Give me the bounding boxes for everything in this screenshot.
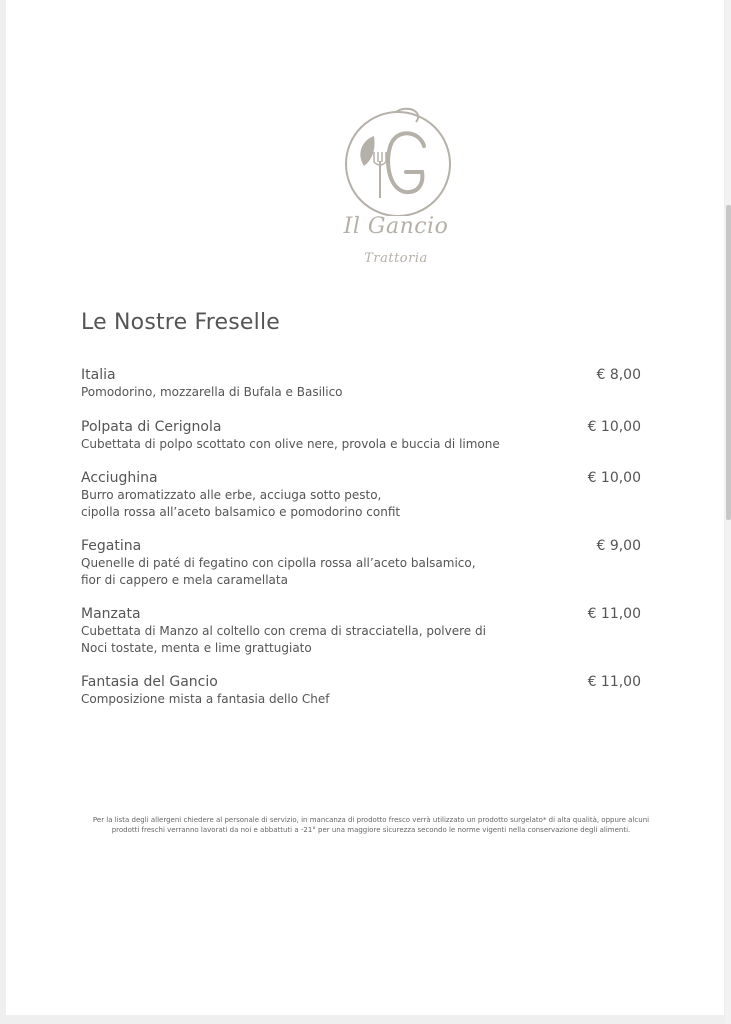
item-price: € 10,00 — [587, 418, 641, 435]
menu-list — [81, 366, 641, 725]
item-description: Cubettata di Manzo al coltello con crema di stracciatella, polvere di Noci tostate, menta e lime grattugiato — [81, 624, 486, 655]
item-price: € 11,00 — [587, 674, 641, 690]
item-name: Manzata — [81, 606, 141, 622]
menu-item — [81, 673, 641, 708]
item-price: € 8,00 — [596, 367, 641, 383]
item-description: Cubettata di polpo scottato con olive nere, provola e buccia di limone — [81, 436, 500, 451]
item-price: € 9,00 — [596, 538, 641, 554]
item-price: € 10,00 — [587, 470, 641, 486]
menu-item — [81, 469, 641, 520]
restaurant-logo — [336, 106, 466, 276]
item-description: Quenelle di paté di fegatino con cipolla rossa all’aceto balsamico, fior di cappero e mela caramellata — [81, 556, 476, 587]
item-name: Acciughina — [81, 470, 158, 486]
item-name: Fegatina — [81, 538, 142, 554]
item-price: € 11,00 — [587, 606, 641, 622]
menu-item — [81, 366, 641, 401]
logo-subtitle: Trattoria — [364, 251, 428, 266]
item-description: Pomodorino, mozzarella di Bufala e Basilico — [81, 385, 343, 399]
item-name: Polpata di Cerignola — [81, 418, 222, 435]
menu-item — [81, 418, 641, 453]
item-name: Italia — [81, 367, 116, 383]
item-description: Composizione mista a fantasia dello Chef — [81, 692, 330, 706]
menu-page — [6, 0, 724, 1015]
item-description: Burro aromatizzato alle erbe, acciuga sotto pesto, cipolla rossa all’aceto balsamico e pomodorino confit — [81, 488, 401, 519]
item-name: Fantasia del Gancio — [81, 674, 218, 690]
menu-item — [81, 537, 641, 588]
allergen-note: Per la lista degli allergeni chiedere al personale di servizio, in mancanza di prodotto fresco verrà utilizzato un prodotto surgelato* di alta qualità, oppure alcuni prodotti freschi verranno lavorati da noi e abbattuti a -21° per una maggiore sicurezza secondo le norme vigenti nella conservazione degli alimenti. — [92, 816, 650, 834]
scrollbar-thumb[interactable] — [726, 205, 731, 520]
fork-g-emblem-icon — [336, 106, 456, 216]
logo-wordmark: Il Gancio — [343, 214, 449, 239]
menu-item — [81, 605, 641, 656]
section-title: Le Nostre Freselle — [81, 310, 281, 335]
